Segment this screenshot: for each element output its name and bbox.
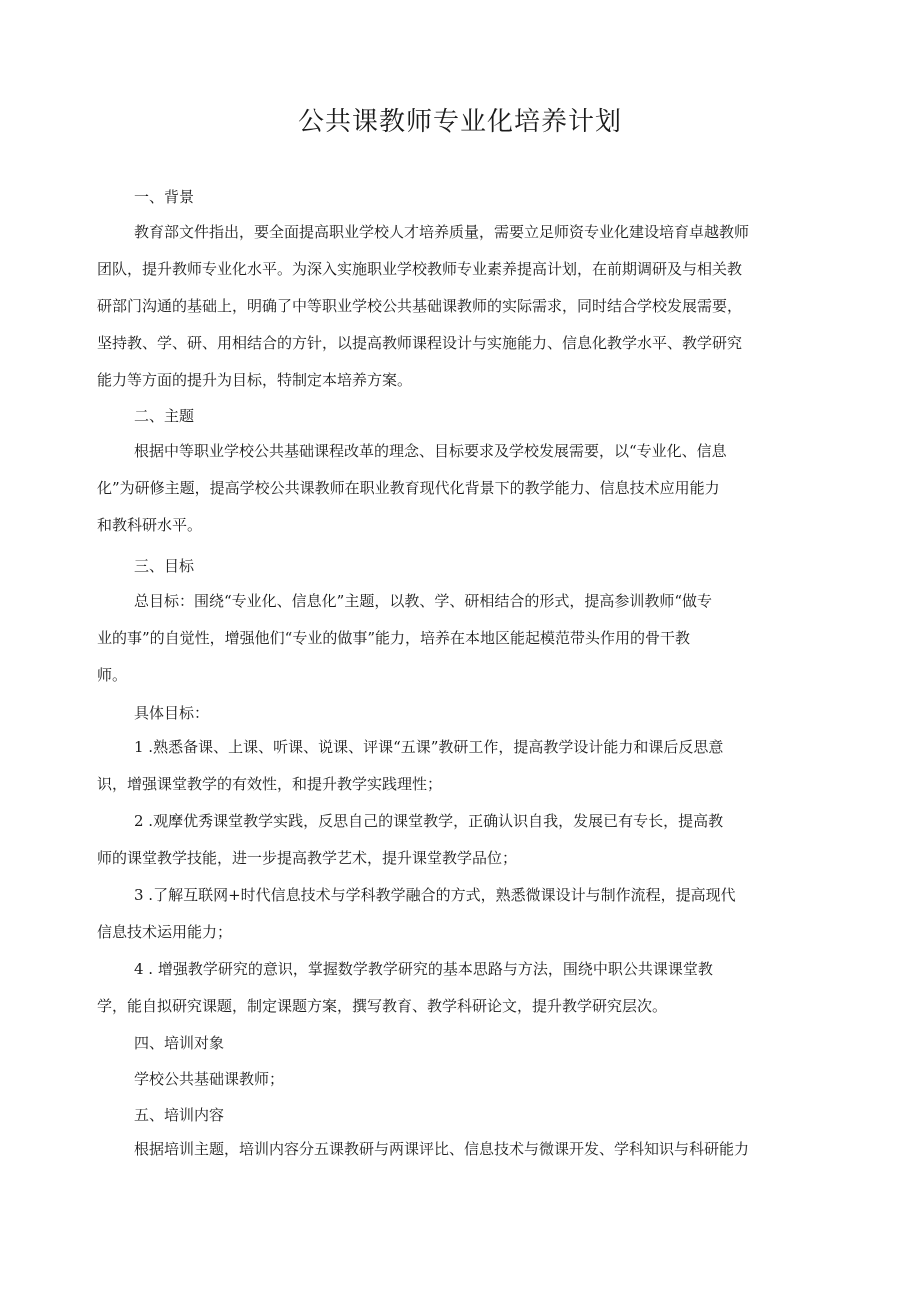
- content-paragraph: [97, 1131, 827, 1168]
- paragraph-line: 坚持教、学、研、用相结合的方针，以提高教师课程设计与实施能力、信息化教学水平、教学研究: [97, 334, 743, 352]
- paragraph-line: 教育部文件指出，要全面提高职业学校人才培养质量，需要立足师资专业化建设培育卓越教师: [134, 223, 750, 241]
- paragraph-line: 总目标：围绕“专业化、信息化”主题，以教、学、研相结合的形式，提高参训教师“做专: [134, 592, 713, 610]
- paragraph-line: 根据中等职业学校公共基础课程改革的理念、目标要求及学校发展需要，以“专业化、信息: [134, 442, 727, 460]
- document-title: 公共课教师专业化培养计划: [297, 107, 622, 137]
- paragraph-line: 识，增强课堂教学的有效性，和提升教学实践理性；: [97, 775, 443, 793]
- specific-goals-label: 具体目标：: [134, 704, 210, 722]
- paragraph-line: 根据培训主题，培训内容分五课教研与两课评比、信息技术与微课开发、学科知识与科研能力: [134, 1140, 750, 1158]
- paragraph-line: 和教科研水平。: [97, 516, 203, 534]
- paragraph-line: 1 .熟悉备课、上课、听课、说课、评课“五课”教研工作，提高教学设计能力和课后反思意: [134, 738, 724, 756]
- paragraph-line: 能力等方面的提升为目标，特制定本培养方案。: [97, 371, 413, 389]
- paragraph-line: 4 . 增强教学研究的意识，掌握数学教学研究的基本思路与方法，围绕中职公共课课堂教: [134, 960, 713, 978]
- section-heading-goals: 三、目标: [134, 557, 195, 575]
- background-paragraph: [97, 214, 827, 399]
- paragraph-line: 团队，提升教师专业化水平。为深入实施职业学校教师专业素养提高计划，在前期调研及与相关教: [97, 260, 743, 278]
- paragraph-line: 业的事”的自觉性，增强他们“专业的做事”能力，培养在本地区能起模范带头作用的骨干教: [97, 629, 691, 647]
- paragraph-line: 师。: [97, 666, 128, 684]
- section-heading-background: 一、背景: [134, 188, 195, 206]
- paragraph-line: 学，能自拟研究课题，制定课题方案，撰写教育、教学科研论文，提升教学研究层次。: [97, 997, 668, 1015]
- goal-item-3: [97, 877, 827, 951]
- theme-paragraph: [97, 433, 827, 544]
- goal-item-1: [97, 729, 827, 803]
- paragraph-line: 2 .观摩优秀课堂教学实践，反思自己的课堂教学，正确认识自我，发展已有专长，提高教: [134, 812, 724, 830]
- paragraph-line: 化”为研修主题，提高学校公共课教师在职业教育现代化背景下的教学能力、信息技术应用能力: [97, 479, 720, 497]
- paragraph-line: 3 .了解互联网+时代信息技术与学科教学融合的方式，熟悉微课设计与制作流程，提高现代: [134, 886, 736, 904]
- goal-item-4: [97, 951, 827, 1025]
- goal-item-2: [97, 803, 827, 877]
- trainees-text: 学校公共基础课教师；: [134, 1070, 285, 1088]
- overall-goal-paragraph: [97, 583, 827, 694]
- paragraph-line: 研部门沟通的基础上，明确了中等职业学校公共基础课教师的实际需求，同时结合学校发展需要，: [97, 297, 743, 315]
- section-heading-trainees: 四、培训对象: [134, 1034, 225, 1052]
- paragraph-line: 师的课堂教学技能，进一步提高教学艺术，提升课堂教学品位；: [97, 849, 518, 867]
- section-heading-theme: 二、主题: [134, 407, 195, 425]
- paragraph-line: 信息技术运用能力；: [97, 923, 233, 941]
- section-heading-content: 五、培训内容: [134, 1106, 225, 1124]
